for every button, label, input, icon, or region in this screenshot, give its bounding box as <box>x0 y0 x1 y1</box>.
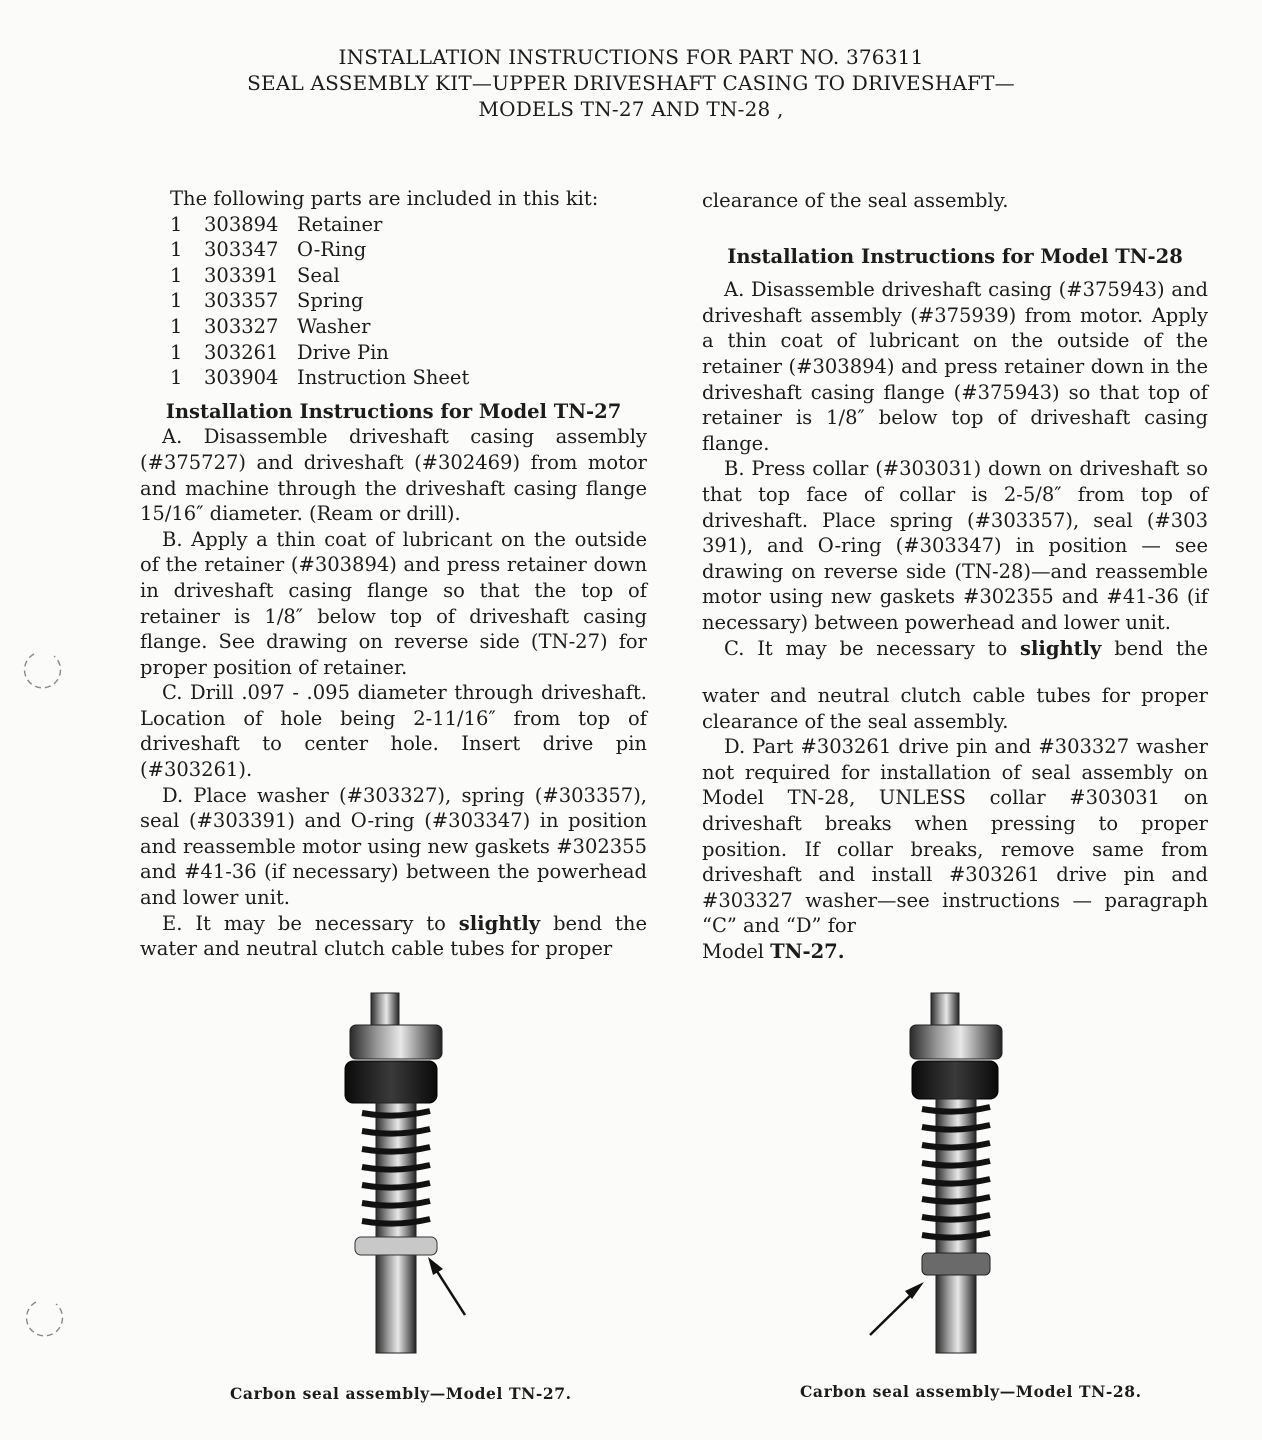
part-name: Instruction Sheet <box>297 366 470 390</box>
parts-list-item <box>170 263 647 289</box>
tn27-step-e-continued: clearance of the seal assembly. <box>702 189 1009 212</box>
tn27-step-c: C. Drill .097 - .095 diameter through driveshaft. Location of hole being 2-11/16″ from top of driveshaft to center hole. Insert drive pin (#303261). <box>140 681 647 782</box>
tn27-step-a: A. Disassemble driveshaft casing assembly (#375727) and driveshaft (#302469) from motor and machine through the driveshaft casing flange 15/16″ diameter. (Ream or drill). <box>140 425 647 526</box>
binder-hole-mark-icon <box>22 648 66 694</box>
tn28-step-b: B. Press collar (#303031) down on driveshaft so that top face of collar is 2-5/8″ from top of driveshaft. Place spring (#303357), seal (#303 391), and O-ring (#303347) in position — see drawing on reverse side (TN-28)—and reassemble motor using new gaskets #302355 and #41-36 (if necessary) between powerhead and lower unit. <box>702 457 1208 634</box>
retainer-part <box>910 1025 1002 1059</box>
tn27-step-b: B. Apply a thin coat of lubricant on the outside of the retainer (#303894) and press retainer down in driveshaft casing flange so that the top of retainer is 1/8″ below top of driveshaft casing flange. See drawing on reverse side (TN-27) for proper position of retainer. <box>140 527 647 679</box>
part-name: Washer <box>297 314 371 338</box>
parts-list-item <box>170 288 647 314</box>
tn28-step-d: D. Part #303261 drive pin and #303327 washer not required for installation of seal assembly on Model TN-28, UNLESS collar #303031 on driveshaft breaks when pressing to proper position. If collar breaks, remove same from driveshaft and install #303261 drive pin and #303327 washer—see instructions — paragraph “C” and “D” for <box>702 735 1208 938</box>
left-column <box>140 186 647 962</box>
tn28-step-c-continued: water and neutral clutch cable tubes for proper clearance of the seal assembly. <box>702 684 1208 733</box>
tn28-step-d-end-text: Model <box>702 940 771 964</box>
part-number: 303327 <box>204 314 279 338</box>
part-name: Spring <box>297 289 364 313</box>
tn27-step-e-text-end: bend the water and neutral clutch cable tubes for proper <box>140 911 647 961</box>
parts-list-item <box>170 314 647 340</box>
collar-part <box>922 1253 990 1275</box>
tn28-step-a: A. Disassemble driveshaft casing (#375943) and driveshaft assembly (#375939) from motor. Apply a thin coat of lubricant on the outside of the retainer (#303894) and press retainer down in the driveshaft casing flange (#375943) so that top of retainer is 1/8″ below top of driveshaft casing flange. <box>702 278 1208 455</box>
tn27-heading: Installation Instructions for Model TN-27 <box>165 399 622 423</box>
arrow-pointer-icon <box>428 1257 465 1315</box>
tn27-step-e-emphasis: slightly <box>458 911 541 935</box>
part-number: 303894 <box>204 212 279 236</box>
header-line-3: MODELS TN-27 AND TN-28 , <box>478 97 784 121</box>
part-qty: 1 <box>170 212 183 236</box>
part-number: 303904 <box>204 366 279 390</box>
part-name: Retainer <box>297 212 383 236</box>
tn28-step-d-end <box>702 939 1208 965</box>
part-qty: 1 <box>170 366 183 390</box>
tn27-step-e-text: E. It may be necessary to <box>162 911 459 935</box>
part-name: Drive Pin <box>297 340 389 364</box>
part-qty: 1 <box>170 263 183 287</box>
seal-part <box>912 1061 998 1099</box>
tn28-heading: Installation Instructions for Model TN-28 <box>727 244 1183 268</box>
binder-hole-mark-icon <box>24 1296 68 1342</box>
part-qty: 1 <box>170 289 183 313</box>
tn28-step-c-text-end: bend the <box>1101 636 1208 660</box>
right-column <box>702 188 1208 965</box>
parts-intro: The following parts are included in this kit: <box>170 187 599 210</box>
part-name: O-Ring <box>297 238 367 262</box>
tn28-step-d-end-emphasis: TN-27. <box>770 940 845 964</box>
washer-part <box>355 1237 437 1255</box>
caption-tn28: Carbon seal assembly—Model TN-28. <box>800 1382 1142 1401</box>
tn28-step-c-text: C. It may be necessary to <box>724 636 1021 660</box>
header-line-1: INSTALLATION INSTRUCTIONS FOR PART NO. 376311 <box>338 45 924 69</box>
tn28-step-c-emphasis: slightly <box>1020 636 1102 660</box>
parts-list-item <box>170 365 647 391</box>
part-qty: 1 <box>170 238 183 262</box>
retainer-part <box>350 1025 442 1059</box>
seal-part <box>345 1061 437 1103</box>
figure-tn28-seal-assembly <box>860 985 1060 1355</box>
part-number: 303347 <box>204 238 279 262</box>
tn28-step-c <box>702 636 1208 662</box>
arrow-pointer-icon <box>870 1282 924 1335</box>
caption-tn27: Carbon seal assembly—Model TN-27. <box>230 1384 572 1403</box>
tn27-step-e <box>140 911 647 962</box>
driveshaft <box>376 1103 416 1353</box>
part-number: 303391 <box>204 263 279 287</box>
driveshaft <box>936 1099 976 1353</box>
header-line-2: SEAL ASSEMBLY KIT—UPPER DRIVESHAFT CASING TO DRIVESHAFT— <box>247 71 1015 95</box>
parts-list-item <box>170 237 647 263</box>
figure-tn27-seal-assembly <box>300 985 500 1355</box>
tn27-step-d: D. Place washer (#303327), spring (#303357), seal (#303391) and O-ring (#303347) in position and reassemble motor using new gaskets #302355 and #41-36 (if necessary) between the powerhead and lower unit. <box>140 783 647 910</box>
part-qty: 1 <box>170 314 183 338</box>
part-qty: 1 <box>170 340 183 364</box>
part-number: 303261 <box>204 340 279 364</box>
parts-list-item <box>170 340 647 366</box>
document-header <box>0 44 1262 122</box>
parts-list <box>170 186 647 391</box>
part-number: 303357 <box>204 289 279 313</box>
parts-list-item <box>170 212 647 238</box>
part-name: Seal <box>297 263 340 287</box>
